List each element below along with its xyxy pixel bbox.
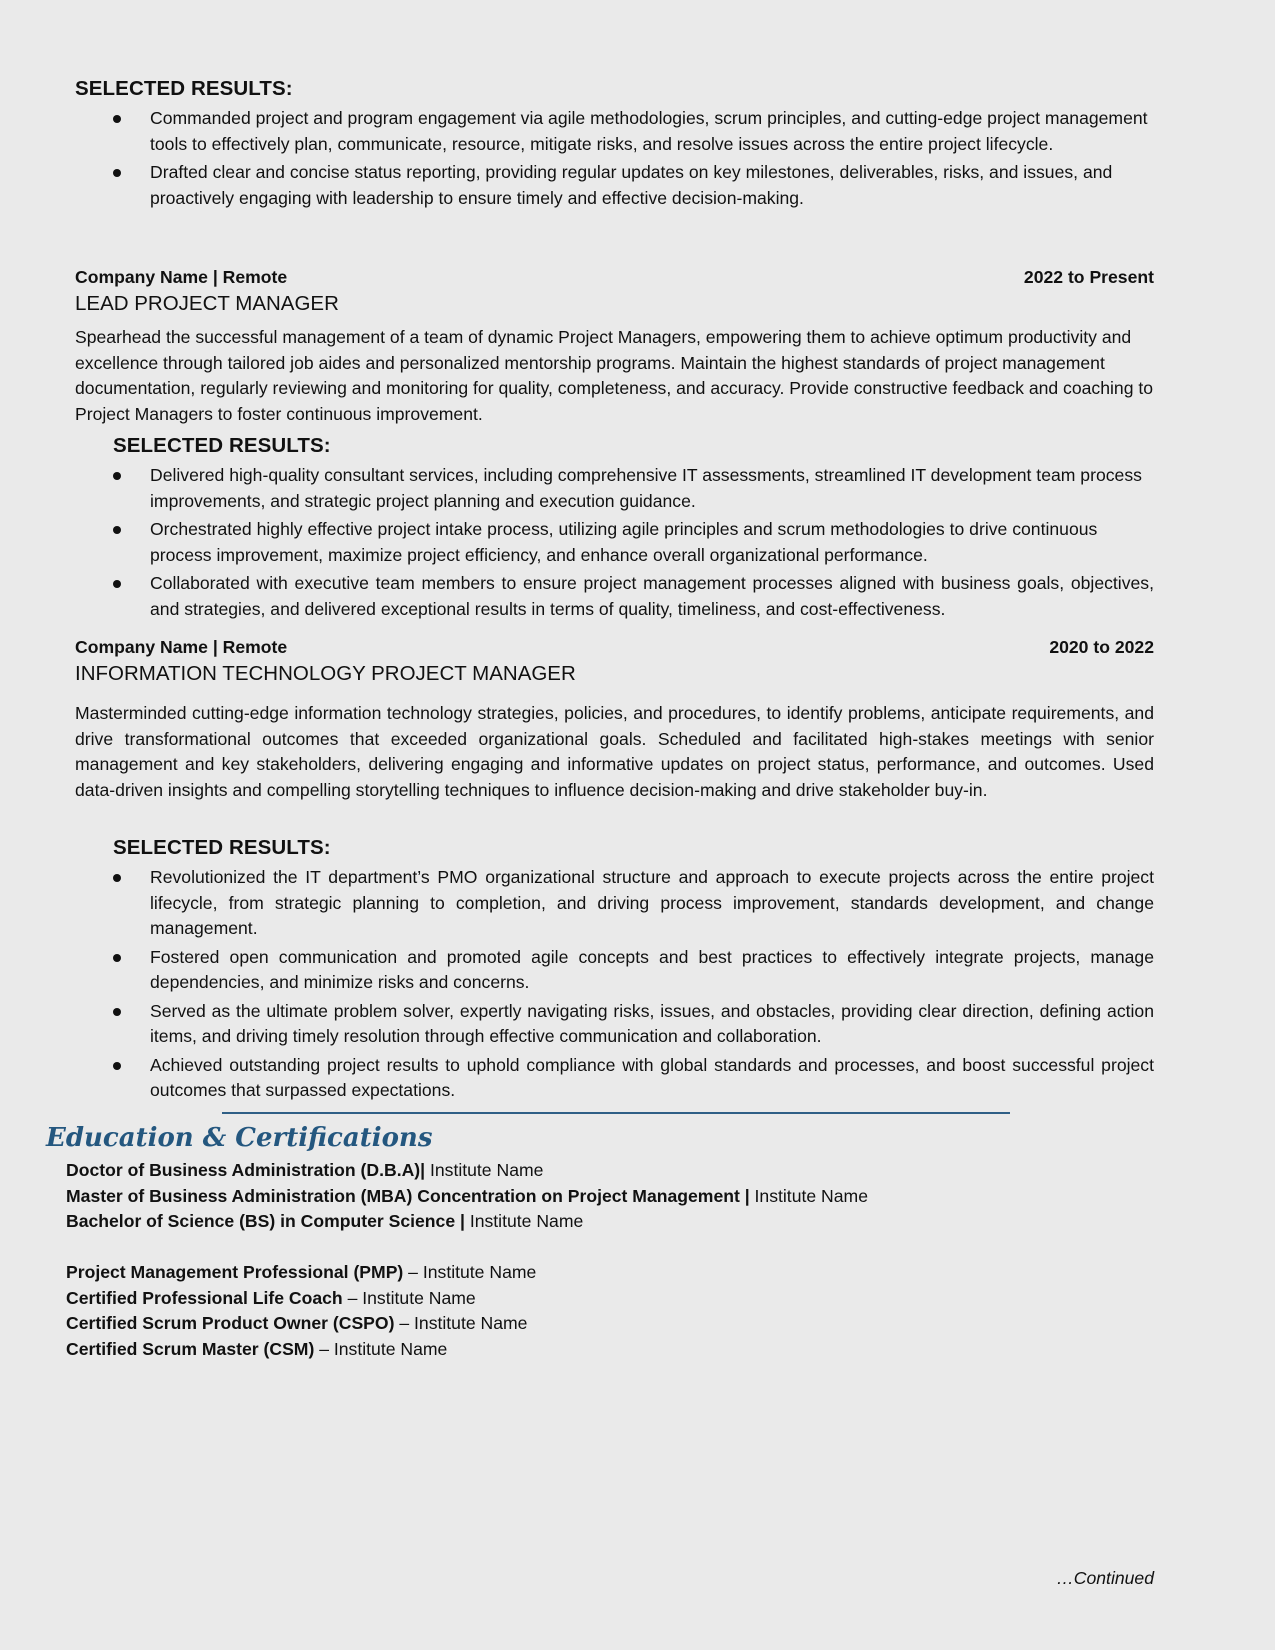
list-item: Drafted clear and concise status reporting, providing regular updates on key milestones, deliverables, risks, and issues, and proactively engaging with leadership to ensure timely and effective decision-making. bbox=[110, 160, 1154, 211]
list-item: Served as the ultimate problem solver, expertly navigating risks, issues, and obstacles, providing clear direction, defining action items, and driving timely resolution through effective communication and collaboration. bbox=[110, 999, 1154, 1050]
list-item: Orchestrated highly effective project intake process, utilizing agile principles and scrum methodologies to drive continuous process improvement, maximize project efficiency, and enhance overall organizational performance. bbox=[110, 517, 1154, 568]
list-item: Fostered open communication and promoted agile concepts and best practices to effectively integrate projects, manage dependencies, and minimize risks and concerns. bbox=[110, 945, 1154, 996]
job-dates: 2022 to Present bbox=[1023, 267, 1154, 287]
bullet-icon bbox=[113, 115, 121, 123]
job-header bbox=[75, 267, 1154, 288]
continued-note: …Continued bbox=[1056, 1568, 1154, 1588]
selected-results-list bbox=[110, 463, 1154, 625]
certification-list bbox=[66, 1260, 536, 1362]
selected-results-list bbox=[110, 865, 1154, 1107]
job-header bbox=[75, 637, 1154, 658]
certification-item: Project Management Professional (PMP) – Institute Name bbox=[66, 1262, 537, 1282]
certification-item: Certified Scrum Product Owner (CSPO) – Institute Name bbox=[66, 1313, 528, 1333]
bullet-icon bbox=[113, 526, 121, 534]
bullet-icon bbox=[113, 1008, 121, 1016]
certification-item: Certified Professional Life Coach – Institute Name bbox=[66, 1287, 476, 1308]
job-title: LEAD PROJECT MANAGER bbox=[75, 292, 339, 315]
selected-results-heading: SELECTED RESULTS: bbox=[113, 836, 331, 859]
certification-item: Certified Scrum Master (CSM) – Institute Name bbox=[66, 1338, 448, 1359]
bullet-icon bbox=[113, 874, 121, 882]
job-title: INFORMATION TECHNOLOGY PROJECT MANAGER bbox=[75, 662, 576, 685]
selected-results-heading: SELECTED RESULTS: bbox=[113, 434, 331, 457]
section-divider bbox=[222, 1112, 1010, 1114]
list-item: Commanded project and program engagement via agile methodologies, scrum principles, and cutting-edge project management tools to effectively plan, communicate, resource, mitigate risks, and resolve issues across the entire project lifecycle. bbox=[110, 106, 1154, 157]
company-location: Company Name | Remote bbox=[75, 637, 288, 657]
bullet-icon bbox=[113, 1062, 121, 1070]
degree-item: Master of Business Administration (MBA) Concentration on Project Management | Institute Name bbox=[66, 1185, 868, 1206]
selected-results-heading: SELECTED RESULTS: bbox=[75, 77, 293, 100]
list-item: Collaborated with executive team members to ensure project management processes aligned with business goals, objectives, and strategies, and delivered exceptional results in terms of quality, timeliness, and cost-effectiveness. bbox=[110, 571, 1154, 622]
bullet-icon bbox=[113, 580, 121, 588]
bullet-icon bbox=[113, 472, 121, 480]
list-item: Revolutionized the IT department’s PMO organizational structure and approach to execute projects across the entire project lifecycle, from strategic planning to completion, and driving process improvement, standards development, and change management. bbox=[110, 865, 1154, 942]
company-location: Company Name | Remote bbox=[75, 267, 288, 287]
list-item: Achieved outstanding project results to uphold compliance with global standards and processes, and boost successful project outcomes that surpassed expectations. bbox=[110, 1053, 1154, 1104]
degree-item: Bachelor of Science (BS) in Computer Science | Institute Name bbox=[66, 1211, 584, 1231]
selected-results-list bbox=[110, 106, 1154, 214]
education-heading: Education & Certifications bbox=[46, 1123, 433, 1153]
list-item: Delivered high-quality consultant services, including comprehensive IT assessments, streamlined IT development team process improvements, and strategic project planning and execution guidance. bbox=[110, 463, 1154, 514]
degree-item: Doctor of Business Administration (D.B.A)| Institute Name bbox=[66, 1160, 544, 1180]
job-summary: Masterminded cutting-edge information technology strategies, policies, and procedures, to identify problems, anticipate requirements, and drive transformational outcomes that exceeded organizational goals. Scheduled and facilitated high-stakes meetings with senior management and key stakeholders, delivering engaging and informative updates on project status, performance, and outcomes. Used data-driven insights and compelling storytelling techniques to influence decision-making and drive stakeholder buy-in. bbox=[75, 703, 1154, 800]
bullet-icon bbox=[113, 954, 121, 962]
degree-list bbox=[66, 1158, 868, 1235]
bullet-icon bbox=[113, 169, 121, 177]
job-summary: Spearhead the successful management of a team of dynamic Project Managers, empowering them to achieve optimum productivity and excellence through tailored job aides and personalized mentorship programs. Maintain the highest standards of project management documentation, regularly reviewing and monitoring for quality, completeness, and accuracy. Provide constructive feedback and coaching to Project Managers to foster continuous improvement. bbox=[75, 327, 1154, 424]
job-dates: 2020 to 2022 bbox=[1049, 637, 1154, 657]
